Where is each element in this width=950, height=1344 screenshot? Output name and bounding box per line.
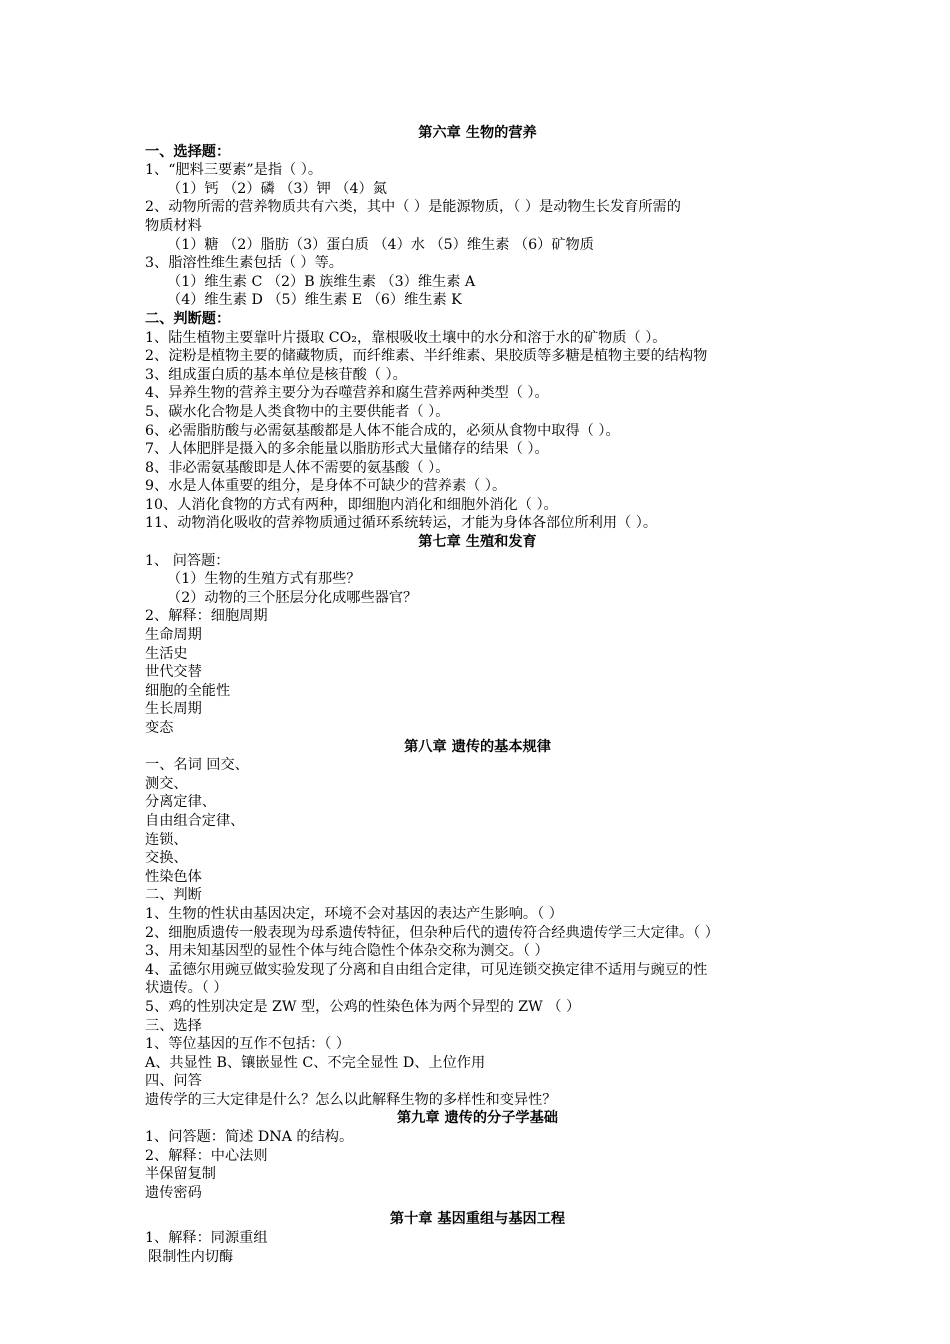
judge-10: 10、人消化食物的方式有两种，即细胞内消化和细胞外消化（ ）。 <box>145 496 558 513</box>
ch8-judge-4-line-2: 状遗传。（ ） <box>145 980 228 997</box>
ch8-term: 交换、 <box>145 850 188 867</box>
question-2-options: （1）糖 （2）脂肪（3）蛋白质 （4）水 （5）维生素 （6）矿物质 <box>167 236 594 253</box>
ch8-judge-4-line-1: 4、孟德尔用豌豆做实验发现了分离和自由组合定律，可见连锁交换定律不适用与豌豆的性 <box>145 961 708 978</box>
section-judge-heading: 二、判断题： <box>145 310 231 327</box>
ch7-question-1a: （1）生物的生殖方式有那些？ <box>167 571 361 588</box>
ch7-term: 细胞的全能性 <box>145 682 231 699</box>
ch9-question-2: 2、解释：中心法则 <box>145 1147 268 1164</box>
judge-11: 11、动物消化吸收的营养物质通过循环系统转运，才能为身体各部位所利用（ ）。 <box>145 515 658 532</box>
ch7-question-1: 1、 问答题： <box>145 552 230 569</box>
chapter-8-title: 第八章 遗传的基本规律 <box>404 738 551 755</box>
ch8-choice-1-options: A、共显性 B、镶嵌显性 C、不完全显性 D、上位作用 <box>145 1054 486 1071</box>
question-1: 1、“肥料三要素”是指（ ）。 <box>145 162 323 179</box>
ch7-term: 世代交替 <box>145 664 202 681</box>
ch8-section-3: 三、选择 <box>145 1017 202 1034</box>
judge-2: 2、淀粉是植物主要的储藏物质，而纤维素、半纤维素、果胶质等多糖是植物主要的结构物 <box>145 348 708 365</box>
question-3-options-1: （1）维生素 C （2）B 族维生素 （3）维生素 A <box>167 273 476 290</box>
ch10-question-1: 1、解释：同源重组 <box>145 1230 268 1247</box>
ch7-question-2: 2、解释：细胞周期 <box>145 608 268 625</box>
judge-8: 8、非必需氨基酸即是人体不需要的氨基酸（ ）。 <box>145 459 450 476</box>
spacer <box>145 1202 810 1210</box>
ch8-term: 分离定律、 <box>145 794 216 811</box>
judge-7: 7、人体肥胖是摄入的多余能量以脂肪形式大量储存的结果（ ）。 <box>145 441 549 458</box>
ch7-question-1b: （2）动物的三个胚层分化成哪些器官？ <box>167 589 418 606</box>
chapter-9-title: 第九章 遗传的分子学基础 <box>396 1110 558 1127</box>
ch9-question-1: 1、问答题：简述 DNA 的结构。 <box>145 1129 354 1146</box>
ch10-term: 限制性内切酶 <box>148 1248 234 1265</box>
ch8-term: 自由组合定律、 <box>145 812 245 829</box>
ch8-judge-2: 2、细胞质遗传一般表现为母系遗传特征，但杂种后代的遗传符合经典遗传学三大定律。（ ） <box>145 924 719 941</box>
chapter-7-title: 第七章 生殖和发育 <box>418 534 537 551</box>
question-3: 3、脂溶性维生素包括（ ）等。 <box>145 255 343 272</box>
judge-5: 5、碳水化合物是人类食物中的主要供能者（ ）。 <box>145 403 450 420</box>
question-2-line-2: 物质材料 <box>145 217 202 234</box>
judge-3: 3、组成蛋白质的基本单位是核苷酸（ ）。 <box>145 366 407 383</box>
chapter-10-title: 第十章 基因重组与基因工程 <box>389 1211 566 1228</box>
question-2-line-1: 2、动物所需的营养物质共有六类，其中（ ）是能源物质，（ ）是动物生长发育所需的 <box>145 199 681 216</box>
ch7-term: 生命周期 <box>145 627 202 644</box>
judge-1: 1、陆生植物主要靠叶片摄取 CO₂，靠根吸收土壤中的水分和溶于水的矿物质（ ）。 <box>145 329 667 346</box>
document-page <box>145 124 810 1266</box>
ch8-judge-3: 3、用未知基因型的显性个体与纯合隐性个体杂交称为测交。（ ） <box>145 943 549 960</box>
ch8-choice-1: 1、等位基因的互作不包括：（ ） <box>145 1036 351 1053</box>
ch8-term: 测交、 <box>145 775 188 792</box>
section-choice-heading: 一、选择题： <box>145 143 231 160</box>
ch8-judge-1: 1、生物的性状由基因决定，环境不会对基因的表达产生影响。（ ） <box>145 905 563 922</box>
chapter-6-title: 第六章 生物的营养 <box>418 125 537 141</box>
judge-4: 4、异养生物的营养主要分为吞噬营养和腐生营养两种类型（ ）。 <box>145 385 549 402</box>
judge-6: 6、必需脂肪酸与必需氨基酸都是人体不能合成的，必须从食物中取得（ ）。 <box>145 422 620 439</box>
ch8-qa: 遗传学的三大定律是什么？怎么以此解释生物的多样性和变异性？ <box>145 1091 557 1108</box>
ch9-term: 遗传密码 <box>145 1184 202 1201</box>
ch7-term: 生活史 <box>145 645 188 662</box>
ch9-term: 半保留复制 <box>145 1166 216 1183</box>
ch8-section-2: 二、判断 <box>145 887 202 904</box>
question-3-options-2: （4）维生素 D （5）维生素 E （6）维生素 K <box>167 292 462 309</box>
ch8-term: 性染色体 <box>145 868 202 885</box>
judge-9: 9、水是人体重要的组分，是身体不可缺少的营养素（ ）。 <box>145 478 507 495</box>
ch8-section-4: 四、问答 <box>145 1073 202 1090</box>
ch8-term: 连锁、 <box>145 831 188 848</box>
ch7-term: 变态 <box>145 720 174 736</box>
ch8-judge-5: 5、鸡的性别决定是 ZW 型，公鸡的性染色体为两个异型的 ZW （ ） <box>145 998 581 1015</box>
question-1-options: （1）钙 （2）磷 （3）钾 （4）氮 <box>167 180 387 197</box>
ch8-section-1: 一、名词 回交、 <box>145 757 249 774</box>
ch7-term: 生长周期 <box>145 701 202 718</box>
